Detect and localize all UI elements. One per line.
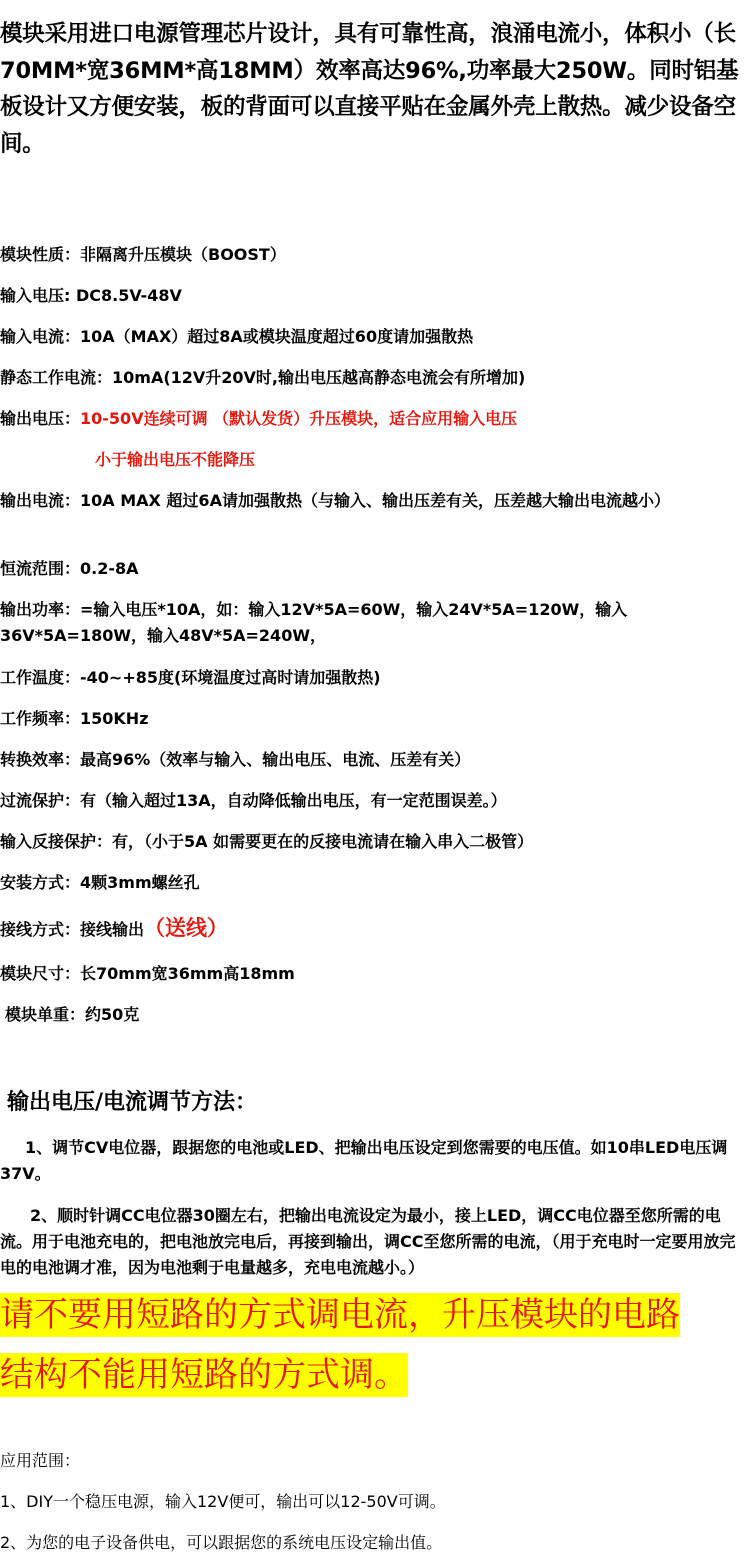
spec-reverse-protection: 输入反接保护：有，（小于5A 如需要更在的反接电流请在输入串入二极管）: [0, 832, 534, 851]
spec-mounting: 安装方式：4颗3mm螺丝孔: [0, 873, 200, 892]
spec-input-voltage: 输入电压: DC8.5V-48V: [0, 286, 182, 305]
method-title: 输出电压/电流调节方法：: [7, 1090, 258, 1115]
application-item-2: 2、为您的电子设备供电，可以跟据您的系统电压设定输出值。: [0, 1533, 443, 1552]
spec-wiring-note: （送线）: [144, 916, 229, 940]
spec-temperature: 工作温度：-40~+85度(环境温度过高时请加强散热): [0, 668, 381, 687]
method-step-1: 1、调节CV电位器，跟据您的电池或LED、把输出电压设定到您需要的电压值。如10串LED电压调37V。: [0, 1138, 728, 1183]
spec-input-current: 输入电流：10A（MAX）超过8A或模块温度超过60度请加强散热: [0, 327, 474, 346]
spec-output-voltage-note-2-text: 小于输出电压不能降压: [95, 450, 256, 469]
spec-output-current: 输出电流：10A MAX 超过6A请加强散热（与输入、输出压差有关，压差越大输出电流越小）: [0, 491, 670, 510]
intro-paragraph: 模块采用进口电源管理芯片设计，具有可靠性高，浪涌电流小，体积小（长70MM*宽36MM*高18MM）效率高达96%,功率最大250W。同时铝基板设计又方便安装，板的背面可以直接平贴在金属外壳上散热。减少设备空间。: [0, 21, 739, 157]
application-title: 应用范围：: [0, 1451, 81, 1470]
spec-weight: 模块单重：约50克: [5, 1005, 140, 1024]
spec-efficiency: 转换效率：最高96%（效率与输入、输出电压、电流、压差有关）: [0, 750, 471, 769]
spec-quiescent-current: 静态工作电流：10mA(12V升20V时,输出电压越高静态电流会有所增加): [0, 368, 526, 387]
spec-output-voltage-label: 输出电压：: [0, 409, 81, 428]
spec-overcurrent: 过流保护：有（输入超过13A，自动降低输出电压，有一定范围误差。）: [0, 791, 507, 810]
spec-output-voltage: [0, 406, 750, 432]
warning-line-2: 结构不能用短路的方式调。: [0, 1355, 408, 1395]
warning-notice: [0, 1288, 680, 1408]
spec-wiring: [0, 915, 750, 943]
spec-constant-current: 恒流范围：0.2-8A: [0, 559, 139, 578]
spec-nature: 模块性质：非隔离升压模块（BOOST）: [0, 245, 286, 264]
spec-output-voltage-note: 10-50V连续可调 （默认发货）升压模块，适合应用输入电压: [80, 409, 518, 428]
application-item-1: 1、DIY一个稳压电源，输入12V便可，输出可以12-50V可调。: [0, 1492, 446, 1511]
spec-output-power: 输出功率：=输入电压*10A，如：输入12V*5A=60W，输入24V*5A=120W，输入36V*5A=180W，输入48V*5A=240W，: [0, 600, 628, 645]
spec-size: 模块尺寸：长70mm宽36mm高18mm: [0, 964, 295, 983]
spec-wiring-label: 接线方式：接线输出: [0, 920, 145, 939]
spec-frequency: 工作频率：150KHz: [0, 709, 149, 728]
warning-line-1: 请不要用短路的方式调电流，升压模块的电路: [0, 1295, 680, 1335]
method-step-2: 2、顺时针调CC电位器30圈左右，把输出电流设定为最小，接上LED，调CC电位器至您所需的电流。用于电池充电的，把电池放完电后，再接到输出，调CC至您所需的电流，（用于充电时一定要用放完电的电池调才准，因为电池剩于电量越多，充电电流越小。）: [0, 1206, 736, 1277]
spec-output-voltage-note-2: [95, 447, 735, 473]
